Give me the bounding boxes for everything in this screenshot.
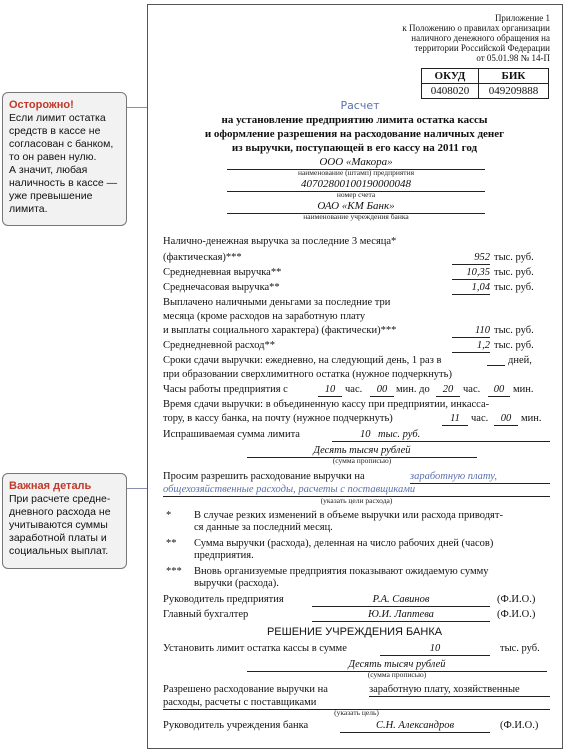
avg-hourly-revenue-label: Среднечасовая выручка** bbox=[163, 282, 280, 293]
fio-label: (Ф.И.О.) bbox=[497, 609, 536, 620]
work-hours-to-m: 00 bbox=[488, 384, 510, 397]
decision-words: Десять тысяч рублей bbox=[247, 659, 547, 672]
fio-label: (Ф.И.О.) bbox=[500, 720, 539, 731]
bank-head-label: Руководитель учреждения банка bbox=[163, 720, 309, 731]
footnote-mark: ** bbox=[166, 538, 177, 549]
request-label: Просим разрешить расходование выручки на bbox=[163, 471, 365, 482]
note-careful-line: то он равен нулю. bbox=[9, 151, 97, 163]
decision-allowed-value: расходы, расчеты с поставщиками bbox=[163, 697, 550, 710]
org-bank: ОАО «КМ Банк» bbox=[227, 200, 485, 214]
work-hours-m-label: мин. до bbox=[396, 384, 430, 395]
work-hours-to-h: 20 bbox=[436, 384, 460, 397]
limit-unit: тыс. руб. bbox=[378, 429, 421, 440]
footnote-text: Сумма выручки (расхода), деленная на число рабочих дней (часов) bbox=[194, 538, 494, 549]
note-careful-line: Если лимит остатка bbox=[9, 112, 106, 124]
footnote-text: выручки (расхода). bbox=[194, 578, 279, 589]
decision-allowed-label: Разрешено расходование выручки на bbox=[163, 684, 328, 695]
okud-label: ОКУД bbox=[422, 69, 479, 84]
work-hours-from-h: 10 bbox=[318, 384, 342, 397]
decision-set-unit: тыс. руб. bbox=[500, 643, 540, 654]
decision-set-label: Установить лимит остатка кассы в сумме bbox=[163, 643, 347, 654]
delivery-label: тору, в кассу банка, на почту (нужное подчеркнуть) bbox=[163, 413, 393, 424]
decision-allowed-caption: (указать цель) bbox=[334, 708, 379, 717]
org-name: ООО «Макора» bbox=[227, 156, 485, 170]
title-line: из выручки, поступающей в его кассу на 2011 год bbox=[231, 142, 478, 154]
work-hours-h-label: час. bbox=[345, 384, 363, 395]
note-careful-line: лимита. bbox=[9, 203, 48, 215]
appendix-header bbox=[330, 13, 550, 63]
work-hours-m-label2: мин. bbox=[513, 384, 534, 395]
note-careful-heading: Осторожно! bbox=[9, 99, 74, 111]
footnote-mark: * bbox=[166, 510, 172, 521]
limit-label: Испрашиваемая сумма лимита bbox=[163, 429, 300, 440]
avg-daily-revenue-label: Среднедневная выручка** bbox=[163, 267, 282, 278]
note-detail bbox=[2, 473, 127, 569]
paid-out-label: и выплаты социального характера) (фактически)*** bbox=[163, 325, 397, 336]
title-line: и оформление разрешения на расходование наличных денег bbox=[204, 128, 505, 140]
paid-out-value: 110 bbox=[452, 325, 490, 338]
avg-hourly-revenue-value: 1,04 bbox=[452, 282, 490, 295]
footnote-text: Вновь организуемые предприятия показывают ожидаемую сумму bbox=[194, 566, 489, 577]
unit-label: тыс. руб. bbox=[494, 267, 534, 278]
accountant-label: Главный бухгалтер bbox=[163, 609, 249, 620]
footnote-text: предприятия. bbox=[194, 550, 254, 561]
note-careful bbox=[2, 92, 127, 226]
note-detail-line: учитываются суммы bbox=[9, 519, 108, 531]
note-detail-line: социальных выплат. bbox=[9, 545, 109, 557]
delivery-m-label: мин. bbox=[521, 413, 542, 424]
deadlines-days-label: дней, bbox=[508, 355, 532, 366]
note-careful-line: средств в кассе не bbox=[9, 125, 101, 137]
note-detail-line: дневного расхода не bbox=[9, 506, 111, 518]
unit-label: тыс. руб. bbox=[494, 282, 534, 293]
avg-daily-expense-value: 1,2 bbox=[452, 340, 490, 353]
appendix-line: Приложение 1 bbox=[494, 13, 550, 23]
delivery-h-label: час. bbox=[471, 413, 489, 424]
delivery-m: 00 bbox=[494, 413, 518, 426]
request-caption: (указать цели расхода) bbox=[320, 496, 393, 505]
revenue-label: Наличнo-денежная выручка за последние 3 месяца* bbox=[163, 236, 397, 247]
note-detail-heading: Важная деталь bbox=[9, 480, 92, 492]
delivery-h: 11 bbox=[442, 413, 468, 426]
appendix-line: наличного денежного обращения на bbox=[411, 33, 550, 43]
deadlines-days-blank bbox=[487, 365, 505, 366]
revenue-actual-label: (фактическая)*** bbox=[163, 252, 242, 263]
note-careful-line: уже превышение bbox=[9, 190, 93, 202]
unit-label: тыс. руб. bbox=[494, 325, 534, 336]
footnote-text: ся данные за последний месяц. bbox=[194, 522, 333, 533]
decision-title: РЕШЕНИЕ УЧРЕЖДЕНИЯ БАНКА bbox=[266, 626, 443, 638]
org-account-caption: номер счета bbox=[336, 190, 376, 199]
request-value: заработную плату, bbox=[410, 471, 550, 484]
title-handwritten: Расчет bbox=[340, 99, 380, 112]
limit-words-caption: (сумма прописью) bbox=[332, 456, 392, 465]
org-bank-caption: наименование учреждения банка bbox=[303, 212, 409, 221]
codes-table bbox=[421, 68, 549, 99]
note-detail-line: заработной платы и bbox=[9, 532, 107, 544]
paid-out-label: Выплачено наличными деньгами за последние три bbox=[163, 297, 391, 308]
decision-allowed-value: заработную плату, хозяйственные bbox=[369, 684, 550, 697]
bik-label: БИК bbox=[478, 69, 548, 84]
work-hours-h-label2: час. bbox=[463, 384, 481, 395]
note-careful-line: наличность в кассе — bbox=[9, 177, 118, 189]
work-hours-label: Часы работы предприятия с bbox=[163, 384, 288, 395]
appendix-line: к Положению о правилах организации bbox=[402, 23, 550, 33]
revenue-value: 952 bbox=[452, 252, 490, 265]
note-careful-line: согласован с банком, bbox=[9, 138, 114, 150]
bank-head-name: С.Н. Александров bbox=[340, 720, 490, 733]
appendix-line: территории Российской Федерации bbox=[414, 43, 550, 53]
head-name: Р.А. Савинов bbox=[312, 594, 490, 607]
delivery-label: Время сдачи выручки: в объединенную кассу при предприятии, инкасса- bbox=[163, 399, 490, 410]
note-careful-line: А значит, любая bbox=[9, 164, 88, 176]
limit-value: 10 bbox=[360, 429, 371, 440]
request-value: общехозяйственные расходы, расчеты с поставщиками bbox=[163, 484, 550, 497]
accountant-name: Ю.И. Лаптева bbox=[312, 609, 490, 622]
note-detail-line: При расчете средне- bbox=[9, 493, 111, 505]
avg-daily-revenue-value: 10,35 bbox=[452, 267, 490, 280]
deadlines-label: Сроки сдачи выручки: ежедневно, на следующий день, 1 раз в bbox=[163, 355, 442, 366]
appendix-line: от 05.01.98 № 14-П bbox=[476, 53, 550, 63]
bik-value: 049209888 bbox=[478, 84, 548, 99]
footnote-text: В случае резких изменений в объеме выручки или расхода приводят- bbox=[194, 510, 503, 521]
avg-daily-expense-label: Среднедневной расход** bbox=[163, 340, 276, 351]
limit-line bbox=[332, 441, 550, 442]
okud-value: 0408020 bbox=[422, 84, 479, 99]
paid-out-label: месяца (кроме расходов на заработную плату bbox=[163, 311, 366, 322]
deadlines-note: при образовании сверхлимитного остатка (нужное подчеркнуть) bbox=[163, 369, 452, 380]
org-account: 40702800100190000048 bbox=[227, 178, 485, 192]
decision-words-caption: (сумма прописью) bbox=[367, 670, 427, 679]
limit-words: Десять тысяч рублей bbox=[247, 445, 477, 458]
unit-label: тыс. руб. bbox=[494, 340, 534, 351]
fio-label: (Ф.И.О.) bbox=[497, 594, 536, 605]
org-name-caption: наименование (штамп) предприятия bbox=[297, 168, 415, 177]
work-hours-from-m: 00 bbox=[370, 384, 394, 397]
footnote-mark: *** bbox=[166, 566, 182, 577]
head-label: Руководитель предприятия bbox=[163, 594, 284, 605]
unit-label: тыс. руб. bbox=[494, 252, 534, 263]
decision-set-value: 10 bbox=[380, 643, 490, 656]
title-line: на установление предприятию лимита остатка кассы bbox=[221, 114, 488, 126]
